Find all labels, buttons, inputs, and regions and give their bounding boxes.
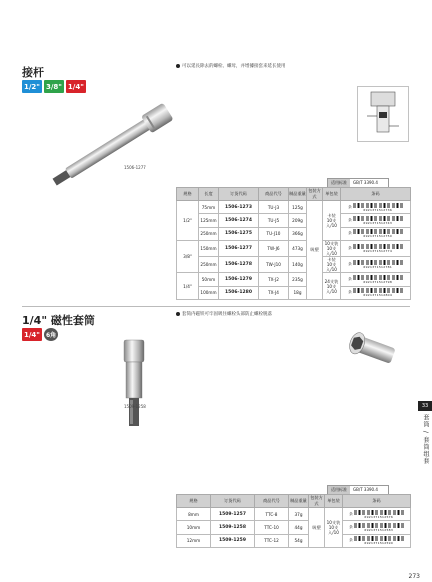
table-row xyxy=(177,227,411,240)
chapter-tab: 33 xyxy=(418,401,432,411)
barcode-cell: 条 6921371512743 xyxy=(341,214,411,227)
spec-cell: 1/4" xyxy=(177,273,199,300)
barcode-cell: 条 6921371512576 xyxy=(343,508,411,521)
section2-image-caption: 1509-1258 xyxy=(124,404,146,409)
weight-cell: 235g xyxy=(289,273,307,286)
magnetic-socket-image xyxy=(114,338,154,428)
weight-cell: 54g xyxy=(289,534,309,547)
length-cell: 150mm xyxy=(199,241,219,257)
section1-description: 可以延長除去的螺栓、螺母，并增據接套来延长使用 xyxy=(176,63,286,69)
extension-detail-image xyxy=(357,86,409,142)
section2-title: 1/4" 磁性套筒 xyxy=(22,314,95,327)
pack-method-cell: 吸塑 xyxy=(309,508,325,548)
unit-pack-cell: 卡装 10支入/10 xyxy=(323,257,341,273)
section1-standard: 适用标准 GB/T 3390.4 xyxy=(327,178,389,188)
length-cell: 75mm xyxy=(199,201,219,214)
extension-bar-image xyxy=(44,95,184,195)
length-cell: 100mm xyxy=(199,286,219,299)
header-order-code: 订货代码 xyxy=(211,495,255,508)
barcode-cell: 条 6921371512590 xyxy=(343,534,411,547)
barcode-cell: 条 6921371512736 xyxy=(341,201,411,214)
header-weight: 制品重量 xyxy=(289,188,307,201)
header-length: 长度 xyxy=(199,188,219,201)
barcode-cell: 条 6921371512781 xyxy=(341,257,411,273)
table-row xyxy=(177,286,411,299)
pack-method-cell: 吸塑 xyxy=(307,201,323,300)
header-spec: 规格 xyxy=(177,495,211,508)
header-sku: 商品代号 xyxy=(259,188,289,201)
sku-cell: TX-J2 xyxy=(259,273,289,286)
order-code-cell: 1506-1280 xyxy=(219,286,259,299)
header-pack-method: 包装方式 xyxy=(310,495,323,506)
order-code-cell: 1506-1278 xyxy=(219,257,259,273)
section2-spec-table xyxy=(176,494,411,548)
sku-cell: TTC-10 xyxy=(255,521,289,534)
table-row xyxy=(177,273,411,286)
unit-pack-cell: 10支装 10支入/10 xyxy=(325,508,343,548)
order-code-cell: 1509-1258 xyxy=(211,521,255,534)
barcode-cell: 条 6921371512583 xyxy=(343,521,411,534)
header-barcode: 条码 xyxy=(341,188,411,201)
badge-half-inch: 1/2" xyxy=(22,80,42,93)
sku-cell: TX-J4 xyxy=(259,286,289,299)
table-row xyxy=(177,214,411,227)
spec-cell: 3/8" xyxy=(177,241,199,273)
table-row xyxy=(177,201,411,214)
section2-badges xyxy=(22,328,58,341)
weight-cell: 125g xyxy=(289,201,307,214)
weight-cell: 366g xyxy=(289,227,307,240)
weight-cell: 37g xyxy=(289,508,309,521)
sku-cell: TW-J10 xyxy=(259,257,289,273)
header-sku: 商品代号 xyxy=(255,495,289,508)
header-spec: 规格 xyxy=(177,188,199,201)
table-row xyxy=(177,241,411,257)
table-row xyxy=(177,534,411,547)
badge-quarter-inch: 1/4" xyxy=(66,80,86,93)
bullet-icon xyxy=(176,64,180,68)
table-header-row xyxy=(177,495,411,508)
section1-image-caption: 1506-1277 xyxy=(124,165,146,170)
barcode-cell: 条 6921371512750 xyxy=(341,227,411,240)
barcode-cell: 条 6921371512774 xyxy=(341,241,411,257)
order-code-cell: 1506-1279 xyxy=(219,273,259,286)
sku-cell: TW-J6 xyxy=(259,241,289,257)
sku-cell: TU-J5 xyxy=(259,214,289,227)
order-code-cell: 1509-1257 xyxy=(211,508,255,521)
sku-cell: TTC-12 xyxy=(255,534,289,547)
header-barcode: 条码 xyxy=(343,495,411,508)
table-header-row xyxy=(177,188,411,201)
hex-6-point-icon: 6角 xyxy=(44,328,58,341)
barcode-cell: 条 6921371512804 xyxy=(341,286,411,299)
header-pack-method: 包装方式 xyxy=(308,188,321,199)
header-unit-pack: 单包装 xyxy=(323,188,341,201)
header-order-code: 订货代码 xyxy=(219,188,259,201)
header-weight: 制品重量 xyxy=(289,495,309,508)
sku-cell: TU-J10 xyxy=(259,227,289,240)
spec-cell: 12mm xyxy=(177,534,211,547)
table-row xyxy=(177,508,411,521)
bullet-icon xyxy=(176,312,180,316)
section2-description: 套筒内磁铁可牢固吸住螺栓头部防止螺栓脱落 xyxy=(176,311,272,317)
length-cell: 250mm xyxy=(199,227,219,240)
section2-standard: 适用标准 GB/T 3390.4 xyxy=(327,485,389,495)
unit-pack-cell: 卡装 10支入/10 xyxy=(323,201,341,241)
section1-spec-table xyxy=(176,187,411,300)
barcode-cell: 条 6921371512798 xyxy=(341,273,411,286)
unit-pack-cell: 10支装 10支入/10 xyxy=(323,241,341,257)
order-code-cell: 1506-1273 xyxy=(219,201,259,214)
length-cell: 250mm xyxy=(199,257,219,273)
order-code-cell: 1509-1259 xyxy=(211,534,255,547)
weight-cell: 18g xyxy=(289,286,307,299)
length-cell: 125mm xyxy=(199,214,219,227)
unit-pack-cell: 24支装 10支入/10 xyxy=(323,273,341,300)
section1-badges xyxy=(22,80,86,93)
badge-three-eighth-inch: 3/8" xyxy=(44,80,64,93)
spec-cell: 10mm xyxy=(177,521,211,534)
sku-cell: TTC-8 xyxy=(255,508,289,521)
spec-cell: 1/2" xyxy=(177,201,199,241)
length-cell: 50mm xyxy=(199,273,219,286)
order-code-cell: 1506-1274 xyxy=(219,214,259,227)
spec-cell: 8mm xyxy=(177,508,211,521)
table-row xyxy=(177,521,411,534)
section-divider xyxy=(22,306,410,307)
header-unit-pack: 单包装 xyxy=(325,495,343,508)
magnetic-socket-detail-image xyxy=(340,326,400,372)
chapter-tab-label: 套筒 / 套筒组套 xyxy=(422,414,429,465)
badge-quarter-inch: 1/4" xyxy=(22,328,42,341)
table-row xyxy=(177,257,411,273)
section1-title: 接杆 xyxy=(22,66,44,79)
order-code-cell: 1506-1277 xyxy=(219,241,259,257)
weight-cell: 140g xyxy=(289,257,307,273)
weight-cell: 44g xyxy=(289,521,309,534)
sku-cell: TU-J3 xyxy=(259,201,289,214)
weight-cell: 209g xyxy=(289,214,307,227)
order-code-cell: 1506-1275 xyxy=(219,227,259,240)
page-number: 273 xyxy=(408,573,420,580)
weight-cell: 473g xyxy=(289,241,307,257)
